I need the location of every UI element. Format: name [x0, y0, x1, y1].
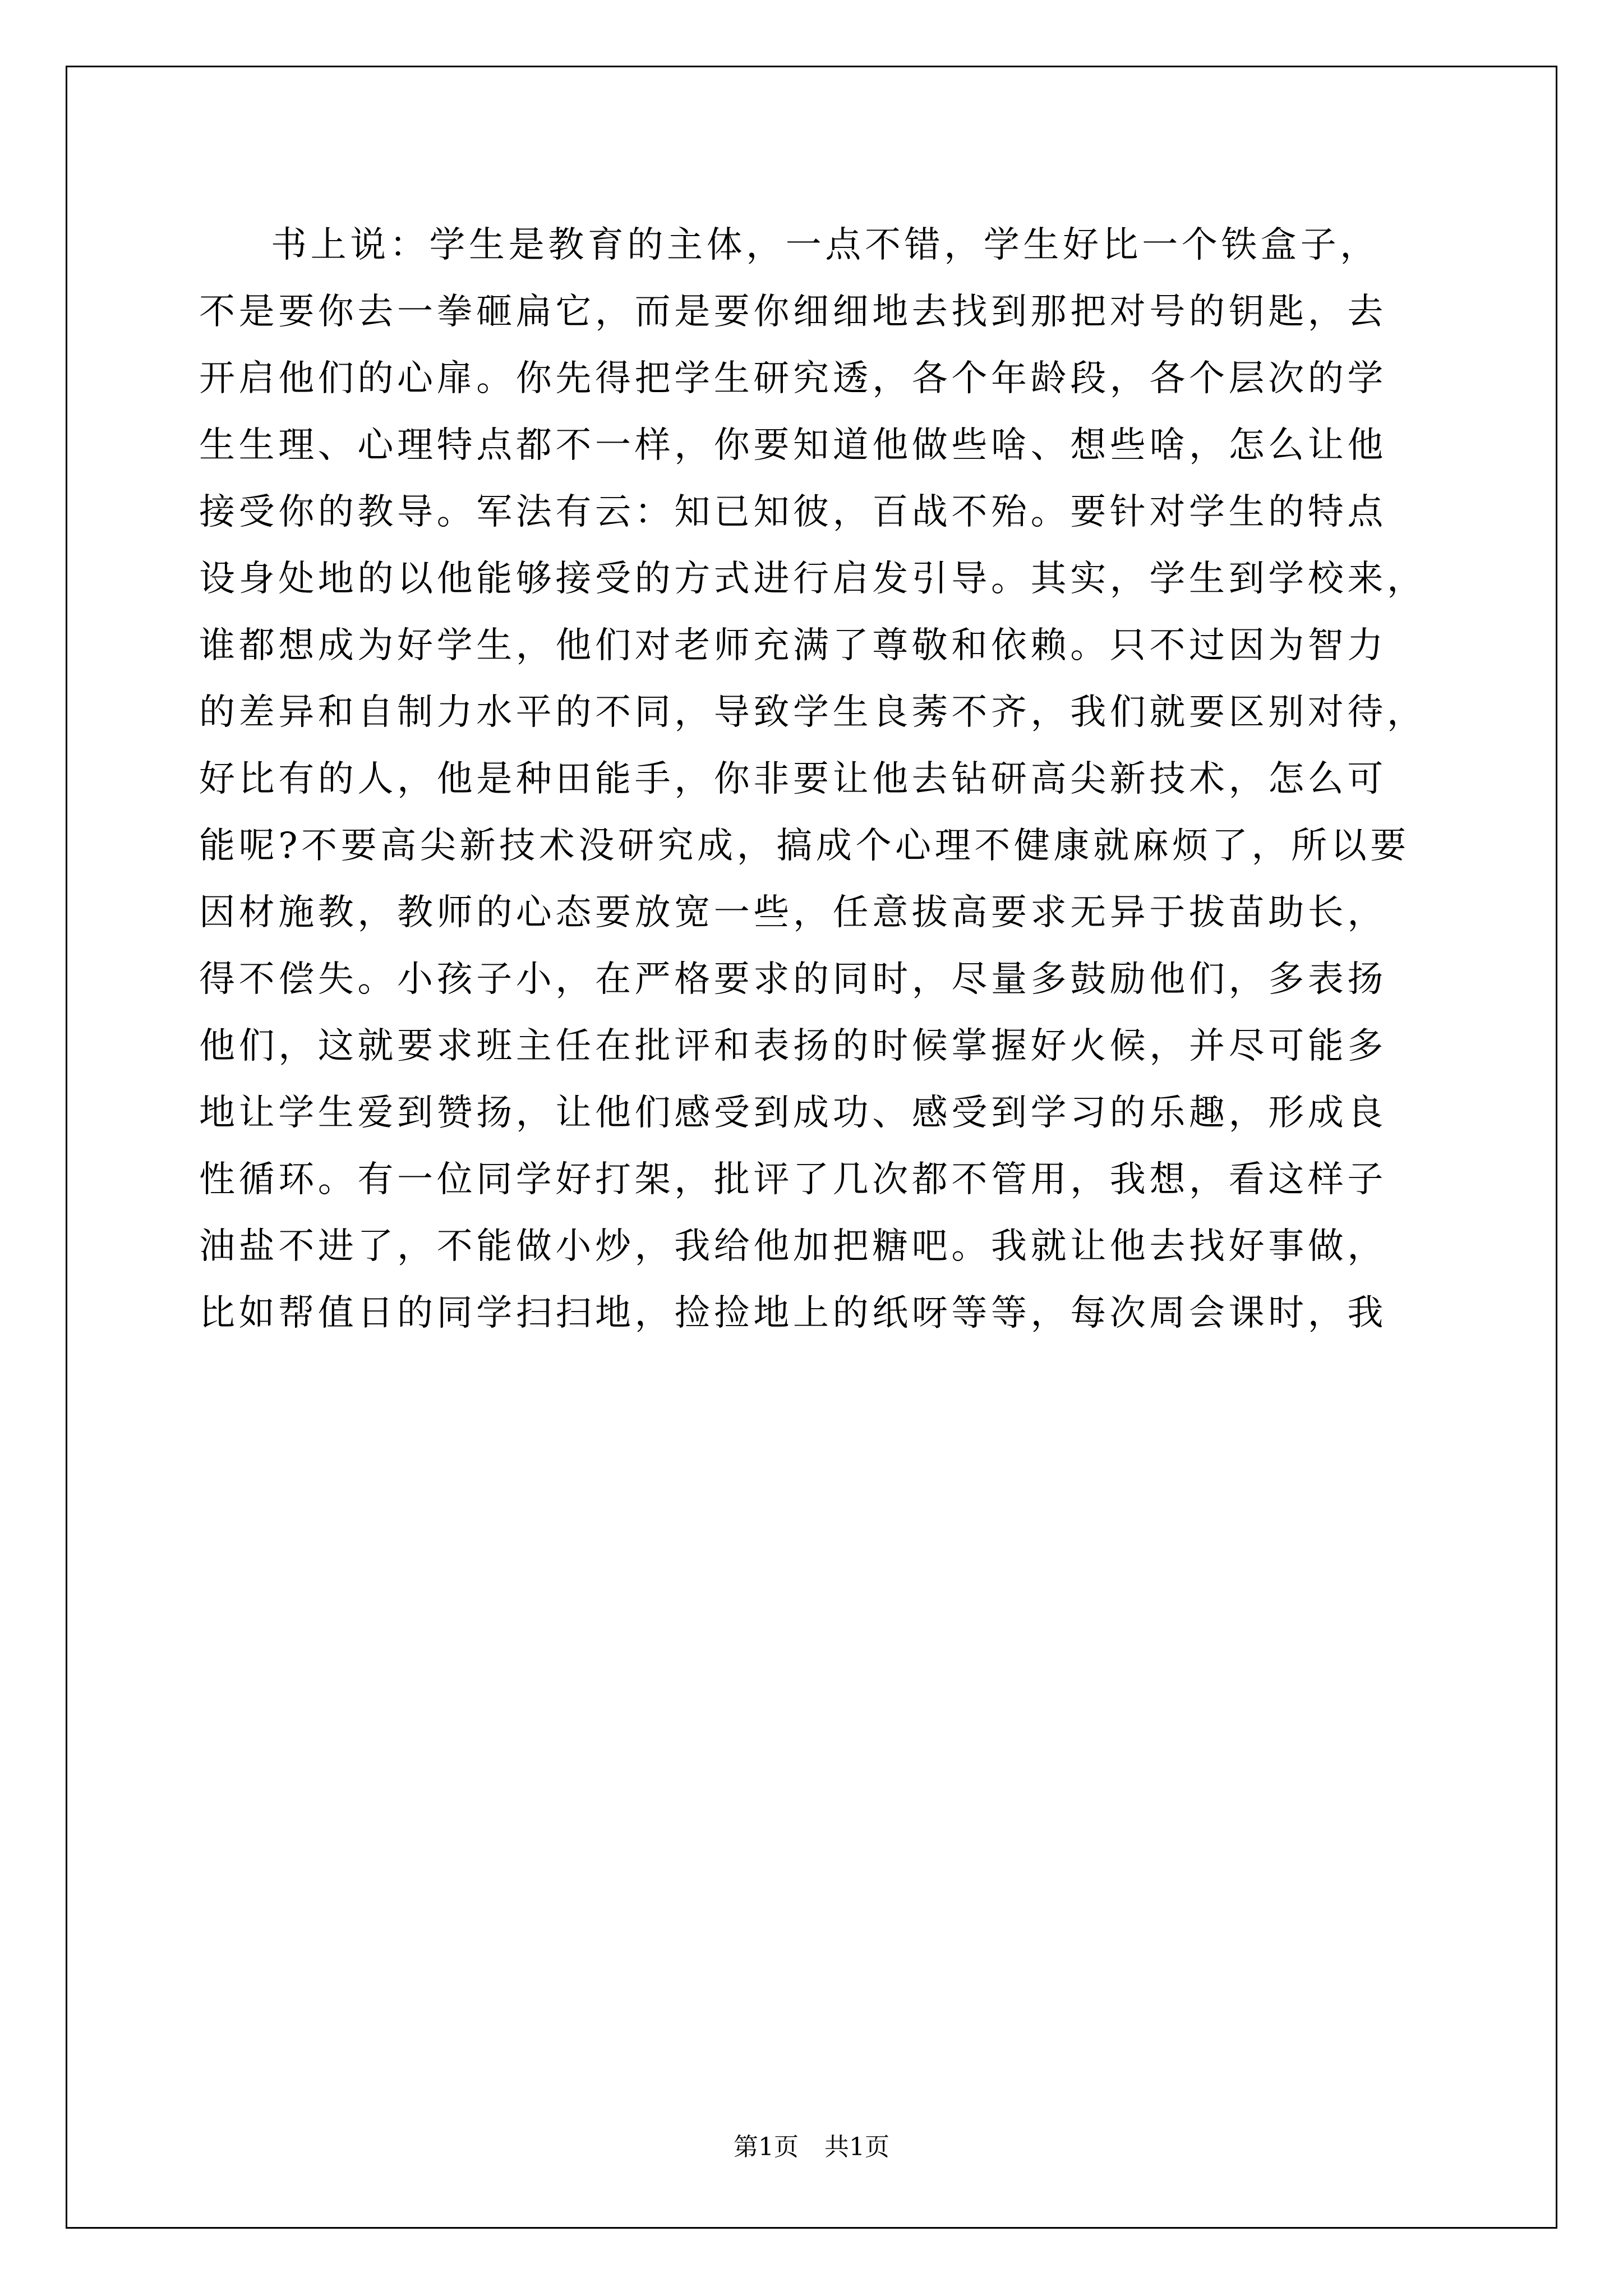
page-footer	[0, 2131, 1623, 2164]
text-line: 的差异和自制力水平的不同，导致学生良莠不齐，我们就要区别对待，	[199, 692, 1427, 733]
text-line: 地让学生爱到赞扬，让他们感受到成功、感受到学习的乐趣，形成良	[199, 1092, 1387, 1134]
text-line: 谁都想成为好学生，他们对老师充满了尊敬和依赖。只不过因为智力	[199, 625, 1387, 666]
page-number: 第1页	[734, 2133, 799, 2161]
text-line: 得不偿失。小孩子小，在严格要求的同时，尽量多鼓励他们，多表扬	[199, 959, 1387, 1000]
text-line: 性循环。有一位同学好打架，批评了几次都不管用，我想，看这样子	[199, 1159, 1387, 1200]
text-line: 因材施教，教师的心态要放宽一些，任意拔高要求无异于拔苗助长，	[199, 892, 1387, 933]
text-line: 他们，这就要求班主任在批评和表扬的时候掌握好火候，并尽可能多	[199, 1025, 1387, 1067]
text-line: 接受你的教导。军法有云：知已知彼，百战不殆。要针对学生的特点	[199, 491, 1387, 533]
text-line: 生生理、心理特点都不一样，你要知道他做些啥、想些啥，怎么让他	[199, 425, 1387, 466]
text-line: 油盐不进了，不能做小炒，我给他加把糖吧。我就让他去找好事做，	[199, 1226, 1387, 1267]
text-line: 不是要你去一拳砸扁它，而是要你细细地去找到那把对号的钥匙，去	[199, 291, 1387, 333]
text-line: 开启他们的心扉。你先得把学生研究透，各个年龄段，各个层次的学	[199, 358, 1387, 399]
text-line: 设身处地的以他能够接受的方式进行启发引导。其实，学生到学校来，	[199, 558, 1427, 600]
text-line: 能呢?不要高尖新技术没研究成，搞成个心理不健康就麻烦了，所以要	[199, 825, 1410, 867]
page-total: 共1页	[824, 2133, 889, 2161]
text-line: 书上说：学生是教育的主体，一点不错，学生好比一个铁盒子，	[271, 224, 1380, 266]
text-line: 好比有的人，他是种田能手，你非要让他去钻研高尖新技术，怎么可	[199, 758, 1387, 800]
text-line: 比如帮值日的同学扫扫地，捡捡地上的纸呀等等，每次周会课时，我	[199, 1292, 1387, 1334]
